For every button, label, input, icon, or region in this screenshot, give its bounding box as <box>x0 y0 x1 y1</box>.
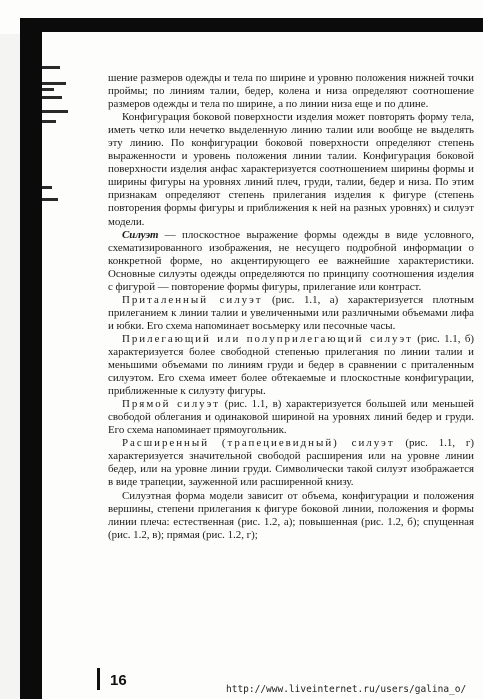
paragraph-text: — плоскостное выражение формы одежды в виде условного, схематизированного изображения, не несущего подробной информации о конкретной форме, но акцентирующего ее важнейшие характеристики. Основные силуэты одежды определяются по принципу соотношения изделия с фигурой — повторение формы фигуры, прилегание или контраст. <box>108 228 474 293</box>
paragraph-text: (рис. 1.1, б) характеризуется более свободной степенью прилегания по линии талии и меньшими объемами по линиям груди и бедер в сравнении с приталенным силуэтом. Его схема имеет более обтекаемые и плоскостные конфигурации, приближенные к силуэту фигуры. <box>108 332 474 398</box>
paragraph-text: (рис. 1.1, а) характеризуется плотным прилеганием к линии талии и увеличенными или различными объемами лифа и юбки. Его схема напоминает восьмерку или песочные часы. <box>108 293 474 332</box>
paragraph-text: (рис. 1.1, в) характеризуется большей или меньшей свободой облегания и одинаковой шириной на уровнях линий бедер и груди. Его схема напоминает прямоугольник. <box>108 398 474 437</box>
paragraph <box>108 229 474 294</box>
paragraph <box>108 398 474 437</box>
scan-artifact-marks <box>42 36 72 276</box>
paragraph-text: Конфигурация боковой поверхности изделия может повторять форму тела, иметь четко или нечетко выделенную линию талии или вообще не выделять эту линию. По конфигурации боковой поверхности определяют степень выраженности и уровень положения линии талии. Конфигурация боковой поверхности изделия анфас характеризуется соотношением ширины формы и ширины фигуры на уровнях линий плеч, груди, талии, бедер и низа. По этим признакам определяют степень прилегания изделия к фигуре (степень повторения формы фигуры и приближения к ней на разных уровнях) и силуэт модели. <box>108 111 474 228</box>
term-spaced: Прилегающий или полуприлегающий силуэт <box>122 332 413 345</box>
paragraph <box>108 437 474 489</box>
paragraph <box>108 294 474 333</box>
paragraph <box>108 490 474 542</box>
term-spaced: Приталенный силуэт <box>122 293 263 306</box>
scan-left-edge <box>0 0 20 699</box>
page-number: 16 <box>110 672 127 689</box>
paragraph-text: шение размеров одежды и тела по ширине и уровню положения нижней точки проймы; по линиям талии, бедер, колена и низа определяют соотношение размеров одежды и тела по ширине, а по линии низа еще и по длине. <box>108 72 474 111</box>
term-spaced: Расширенный (трапециевидный) силуэт <box>122 437 395 450</box>
page-body <box>108 72 474 542</box>
term-spaced: Прямой силуэт <box>122 398 221 411</box>
footer-rule <box>97 668 100 690</box>
term-italic: Силуэт <box>122 228 159 241</box>
paragraph <box>108 333 474 398</box>
paragraph-text: (рис. 1.1, г) характеризуется значительной свободой расширения или на уровне линии бедер, или на уровне линии груди. Символически такой силуэт изображается в виде трапеции, зауженной или расширенной книзу. <box>108 437 474 489</box>
paragraph <box>108 72 474 111</box>
paragraph <box>108 111 474 228</box>
scan-binding-shadow <box>20 18 42 699</box>
watermark-url: http://www.liveinternet.ru/users/galina_o/ <box>226 684 467 695</box>
paragraph-text: Силуэтная форма модели зависит от объема, конфигурации и положения вершины, степени прилегания к фигуре боковой линии, положения и формы линии плеча: естественная (рис. 1.2, а); повышенная (рис. 1.2, б); спущенная (рис. 1.2, в); прямая (рис. 1.2, г); <box>108 489 474 541</box>
scan-top-shadow <box>36 18 483 32</box>
